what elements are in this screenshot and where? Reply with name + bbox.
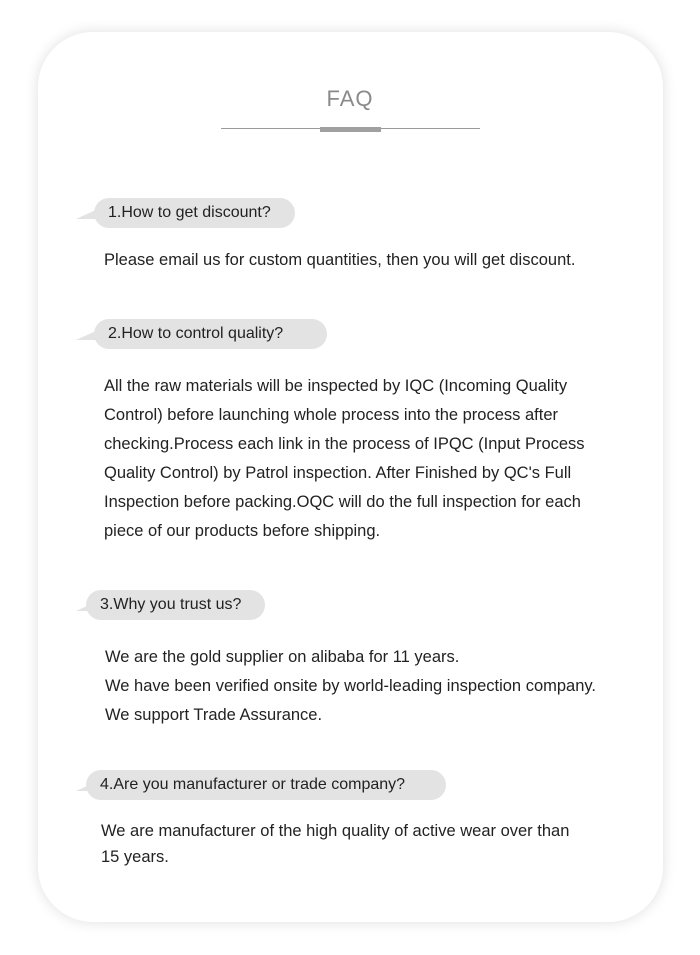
faq-question-2: 2.How to control quality?	[94, 319, 327, 349]
answer-line: We are manufacturer of the high quality of active wear over than	[101, 822, 570, 840]
faq-answer-2	[104, 372, 585, 546]
faq-question-4: 4.Are you manufacturer or trade company?	[86, 770, 446, 800]
answer-line: 15 years.	[101, 848, 169, 866]
answer-line: We support Trade Assurance.	[105, 706, 323, 724]
faq-question-1: 1.How to get discount?	[94, 198, 295, 228]
faq-answer-3	[105, 643, 596, 730]
answer-line: Quality Control) by Patrol inspection. After Finished by QC's Full	[104, 464, 572, 482]
faq-question-3: 3.Why you trust us?	[86, 590, 265, 620]
answer-line: checking.Process each link in the process of IPQC (Input Process	[104, 435, 585, 453]
answer-line: Inspection before packing.OQC will do the full inspection for each	[104, 493, 581, 511]
answer-line: piece of our products before shipping.	[104, 522, 381, 540]
faq-answer-1	[104, 246, 575, 275]
answer-line: Control) before launching whole process into the process after	[104, 406, 558, 424]
answer-line: All the raw materials will be inspected by IQC (Incoming Quality	[104, 377, 568, 395]
answer-line: We are the gold supplier on alibaba for 11 years.	[105, 648, 460, 666]
title-divider-accent	[320, 127, 381, 132]
faq-answer-4	[101, 818, 569, 870]
answer-line: We have been verified onsite by world-leading inspection company.	[105, 677, 597, 695]
faq-title: FAQ	[326, 86, 374, 111]
answer-line: Please email us for custom quantities, then you will get discount.	[104, 251, 576, 269]
